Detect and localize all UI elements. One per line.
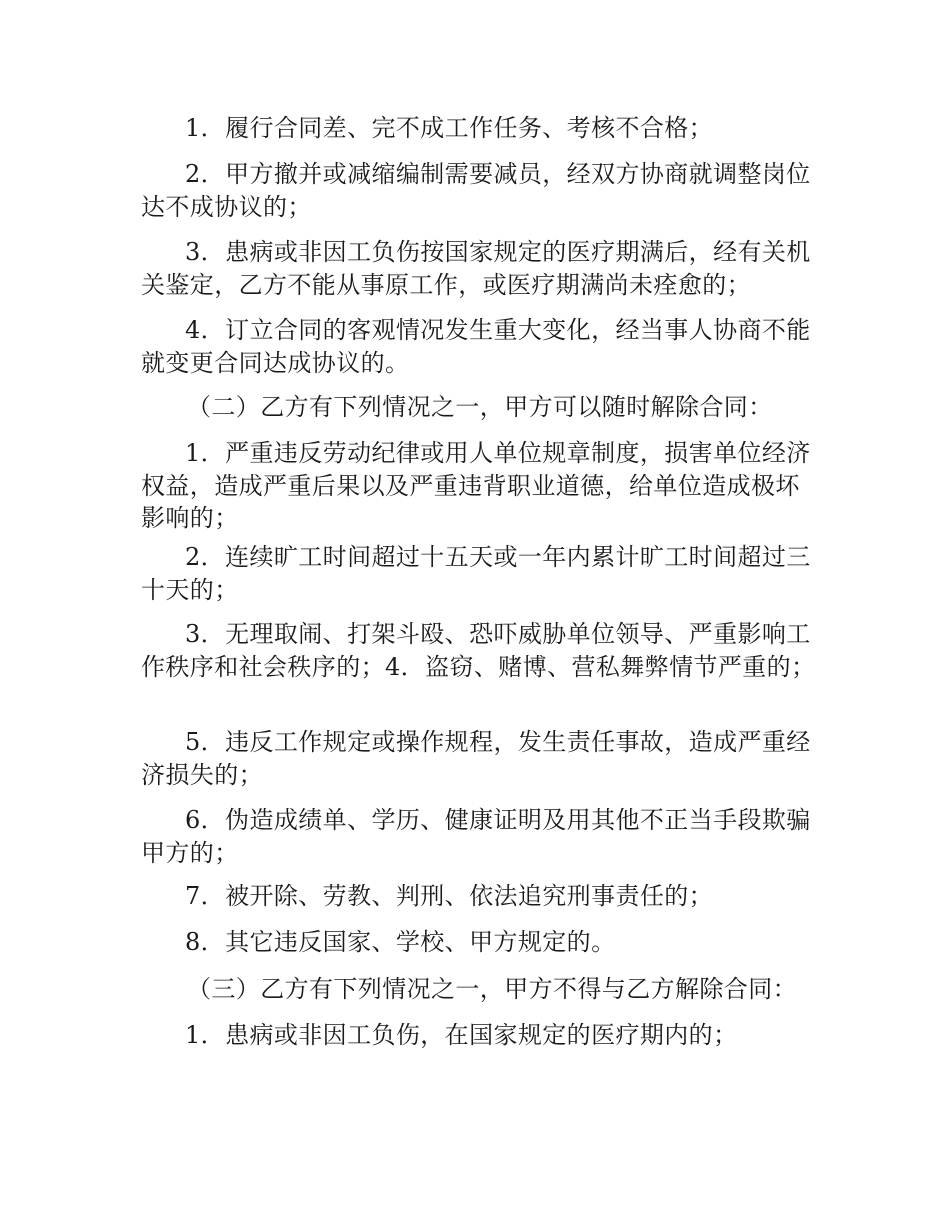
paragraph-8: 5．违反工作规定或操作规程，发生责任事故，造成严重经济损失的； (141, 728, 811, 789)
paragraph-10: 7．被开除、劳教、判刑、依法追究刑事责任的； (185, 882, 714, 910)
paragraph-3: 3．患病或非因工负伤按国家规定的医疗期满后，经有关机关鉴定，乙方不能从事原工作，或医疗期满尚未痊愈的； (141, 238, 811, 299)
section-heading-3: （三）乙方有下列情况之一，甲方不得与乙方解除合同： (187, 975, 797, 1003)
paragraph-2: 2．甲方撤并或减缩编制需要减员，经双方协商就调整岗位达不成协议的； (141, 160, 811, 221)
paragraph-9: 6．伪造成绩单、学历、健康证明及用其他不正当手段欺骗甲方的； (141, 806, 811, 867)
paragraph-7: 3．无理取闹、打架斗殴、恐吓威胁单位领导、严重影响工作秩序和社会秩序的；4．盗窃、赌博、营私舞弊情节严重的； (141, 620, 816, 681)
section-heading-2: （二）乙方有下列情况之一，甲方可以随时解除合同： (187, 393, 773, 421)
paragraph-1: 1．履行合同差、完不成工作任务、考核不合格； (185, 114, 714, 142)
paragraph-11: 8．其它违反国家、学校、甲方规定的。 (185, 928, 616, 956)
paragraph-4: 4．订立合同的客观情况发生重大变化，经当事人协商不能就变更合同达成协议的。 (141, 316, 811, 377)
paragraph-6: 2．连续旷工时间超过十五天或一年内累计旷工时间超过三十天的； (141, 543, 811, 604)
paragraph-5: 1．严重违反劳动纪律或用人单位规章制度，损害单位经济权益，造成严重后果以及严重违背职业道德，给单位造成极坏影响的； (141, 439, 811, 532)
paragraph-12: 1．患病或非因工负伤，在国家规定的医疗期内的； (185, 1021, 738, 1049)
